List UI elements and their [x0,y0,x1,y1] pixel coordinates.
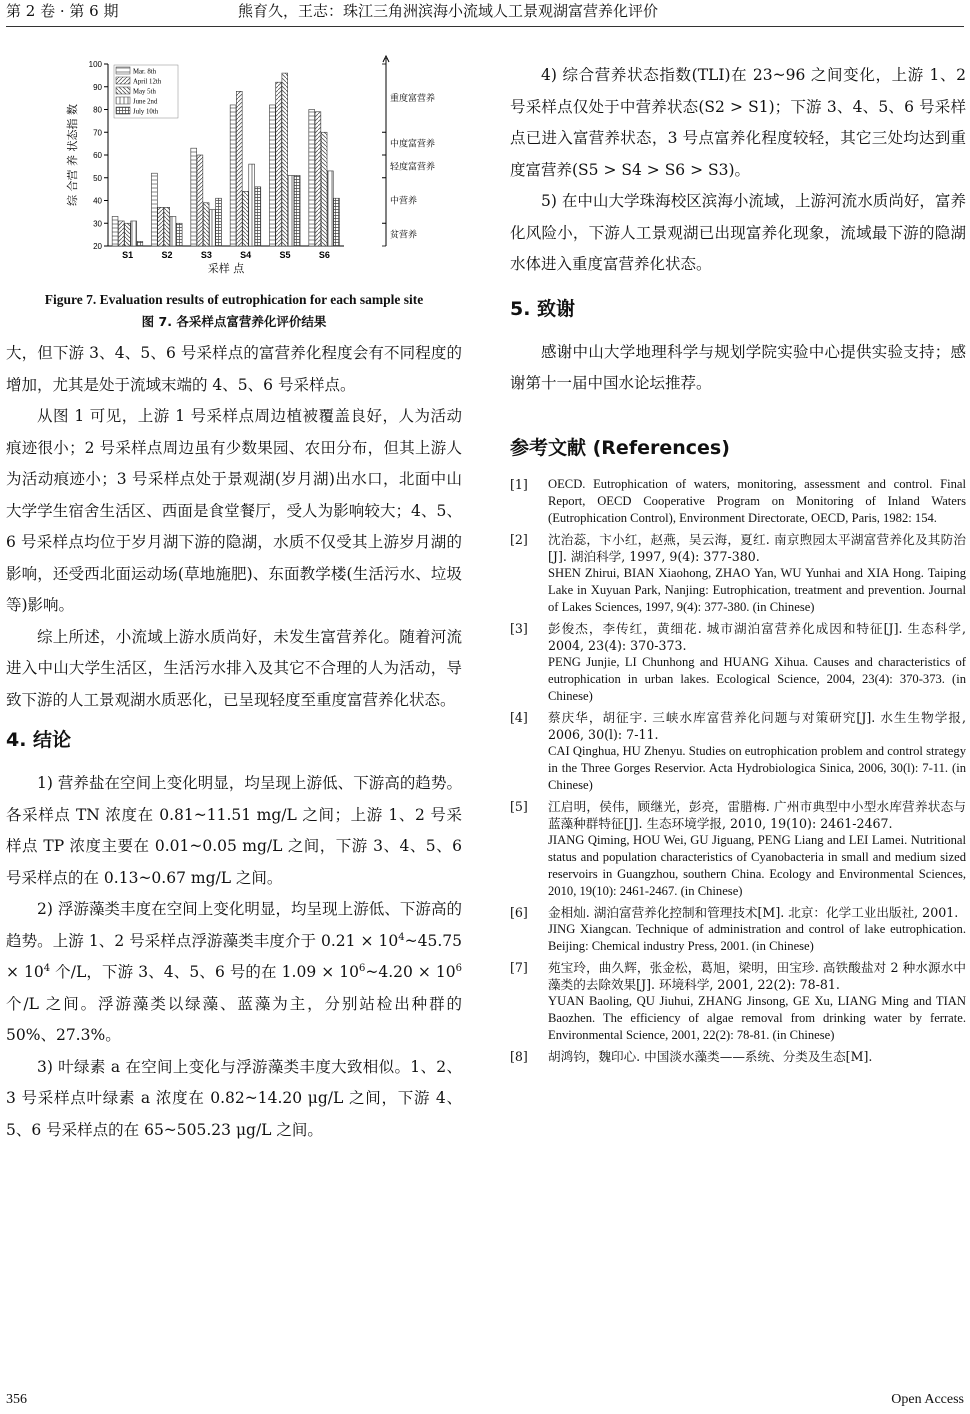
x-tick-label: S5 [279,250,291,260]
figure-caption-en: Figure 7. Evaluation results of eutrophication for each sample site [44,292,424,307]
reference-zh: 胡鸿钧，魏印心. 中国淡水藻类——系统、分类及生态[M]. [548,1048,873,1064]
reference-list [510,476,966,1065]
figure-7 [6,40,462,332]
y-tick-label: 20 [93,242,102,251]
conclusion-1: 1) 营养盐在空间上变化明显，均呈现上游低、下游高的趋势。各采样点 TN 浓度在 0.81~11.51 mg/L 之间；上游 1、2 号采样点 TP 浓度主要在 0.01~0.05 mg/L 之间，下游 3、4、5、6 号采样点的在 0.13~0.67 mg/L 之间。 [6,774,462,887]
reference-en: YUAN Baoling, QU Jiuhui, ZHANG Jinsong, GE Xu, LIANG Ming and TIAN Baozhen. The efficiency of algae removal from drinking water by ferrate. Environmental Science, 2001, 22(2): 78-81. (in Chinese) [548,993,966,1042]
heading-conclusion: 4. 结论 [6,729,72,751]
bar [327,171,333,246]
reference-number: [5] [510,798,528,814]
x-tick-label: S3 [200,250,212,260]
reference-number: [4] [510,709,528,725]
reference-en: OECD. Eutrophication of waters, monitoring, assessment and control. Final Report, OECD Cooperative Program on Monitoring of Inland Waters (Eutrophication Control), Environment Directorate, OECD, Paris, 1982: 154. [548,476,966,525]
volume-issue: 第 2 卷 · 第 6 期 [6,2,119,20]
y-tick-label: 50 [93,173,102,183]
bar [309,110,315,247]
level-label: 中度富营养 [390,139,436,150]
reference-en: JING Xiangcan. Technique of administration and control of lake eutrophication. Beijing: Chemical industry Press, 2001. (in Chinese) [548,921,966,953]
legend-label: June 2nd [133,98,158,106]
bar [203,203,209,246]
bar [164,207,170,246]
bar [230,105,236,246]
bar [270,105,276,246]
bar [131,221,137,246]
x-tick-label: S4 [240,250,252,260]
conclusion-4: 4) 综合营养状态指数(TLI)在 23~96 之间变化，上游 1、2 号采样点仅处于中营养状态(S2 > S1)；下游 3、4、5、6 号采样点已进入富营养状态，3 号点富养化程度较轻，其它三处均达到重度富营养(S5 > S4 > S6 > S3)。 [510,66,966,179]
bar [125,223,131,246]
bar [315,112,321,246]
heading-references: 参考文献 (References) [510,436,730,459]
open-access-label: Open Access [891,1392,964,1407]
reference-en: SHEN Zhirui, BIAN Xiaohong, ZHAO Yan, WU Yunhai and XIA Hong. Taiping Lake in Xuyuan Park, Nanjing: Eutrophication, treatment and prevention. Journal of Lakes Sciences, 1997, 9(4): 377-380. (in Chinese) [548,565,966,614]
right-column [510,60,966,1069]
reference-number: [1] [510,476,528,492]
reference-item [510,709,966,794]
bar [152,173,158,246]
legend-swatch [116,77,130,84]
header-rule [6,26,964,27]
reference-en: JIANG Qiming, HOU Wei, GU Jiguang, PENG Liang and LEI Lamei. Nutritional status and population characteristics of Cyanobacteria in small and medium sized reservoirs in Guangzhou, southern China. Ecology and Environmental Sciences, 2010, 19(10): 2461-2467. (in Chinese) [548,832,966,898]
bar [321,132,327,246]
reference-number: [8] [510,1048,528,1064]
bar [243,191,249,246]
bar [294,175,300,246]
y-tick-label: 100 [88,60,102,69]
bar [170,216,176,246]
legend-label: Mar. 8th [133,68,157,76]
paragraph-site-description: 从图 1 可见，上游 1 号采样点周边植被覆盖良好，人为活动痕迹很小；2 号采样点周边虽有少数果园、农田分布，但其上游人为活动痕迹小；3 号采样点处于景观湖(岁月湖)出水口，北面中山大学学生宿舍生活区、西面是食堂餐厅，受人为影响较大；4、5、6 号采样点均位于岁月湖下游的隐湖，水质不仅受其上游岁月湖的影响，还受西北面运动场(草地施肥)、东面教学楼(生活污水、垃圾等)影响。 [6,407,462,614]
bar [191,148,197,246]
y-tick-label: 80 [93,105,102,115]
bar [276,82,282,246]
reference-en: CAI Qinghua, HU Zhenyu. Studies on eutrophication problem and control strategy in the Three Gorges Reservior. Acta Hydrobiologica Sinica, 2006, 30(l): 7-11. (in Chinese) [548,743,966,792]
x-tick-label: S2 [161,250,173,260]
bar [137,241,143,246]
reference-zh: 彭俊杰，李传红，黄细花. 城市湖泊富营养化成因和特征[J]. 生态科学, 2004, 23(4): 370-373. [548,620,966,653]
running-title: 熊育久，王志：珠江三角洲滨海小流域人工景观湖富营养化评价 [238,2,659,20]
reference-number: [6] [510,904,528,920]
y-tick-label: 60 [93,151,102,160]
bar [176,223,182,246]
level-label: 重度富营养 [390,94,436,105]
bar [249,164,255,246]
bar [255,187,261,246]
y-axis-label: 综 合营 养 状态指 数 [66,104,79,206]
legend-label: July 10th [133,108,159,116]
reference-item [510,798,966,900]
legend-label: May 5th [133,88,156,96]
reference-item [510,476,966,527]
x-tick-label: S6 [318,250,330,260]
legend-label: April 12th [133,78,162,86]
reference-zh: 蔡庆华，胡征宇. 三峡水库富营养化问题与对策研究[J]. 水生生物学报, 2006, 30(l): 7-11. [548,709,966,742]
y-tick-label: 90 [93,82,102,92]
bar [112,216,118,246]
reference-item [510,959,966,1044]
y-tick-label: 70 [93,128,102,138]
bar [288,175,294,246]
y-tick-label: 40 [93,196,102,206]
bar [282,73,288,246]
bar [209,210,215,246]
acknowledgement-text: 感谢中山大学地理科学与规划学院实验中心提供实验支持；感谢第十一届中国水论坛推荐。 [510,342,966,392]
bar [236,91,242,246]
y-tick-label: 30 [93,219,102,229]
level-label: 中营养 [390,196,418,207]
eutrophication-chart [46,46,456,286]
conclusion-5: 5) 在中山大学珠海校区滨海小流域，上游河流水质尚好，富养化风险小，下游人工景观湖已出现富养化现象，流域最下游的隐湖水体进入重度富营养化状态。 [510,192,966,273]
reference-item [510,620,966,705]
page-footer [6,1392,964,1408]
bar [158,207,164,246]
left-column [6,40,462,1146]
bar [197,155,203,246]
reference-zh: 金相灿. 湖泊富营养化控制和管理技术[M]. 北京：化学工业出版社, 2001. [548,904,959,920]
level-label: 轻度富营养 [390,162,436,173]
reference-zh: 苑宝玲，曲久辉，张金松，葛旭，梁明，田宝珍. 高铁酸盐对 2 种水源水中藻类的去除效果[J]. 环境科学, 2001, 22(2): 78-81. [548,959,966,992]
conclusion-3: 3) 叶绿素 a 在空间上变化与浮游藻类丰度大致相似。1、2、3 号采样点叶绿素 a 浓度在 0.82~14.20 μg/L 之间，下游 4、5、6 号采样点的在 65~505.23 μg/L 之间。 [6,1057,462,1139]
reference-item [510,1048,966,1065]
bar [216,198,222,246]
reference-number: [2] [510,531,528,547]
paragraph-summary: 综上所述，小流域上游水质尚好，未发生富营养化。随着河流进入中山大学生活区，生活污水排入及其它不合理的人为活动，导致下游的人工景观湖水质恶化，已呈现轻度至重度富营养化状态。 [6,627,462,709]
legend-swatch [116,107,130,114]
figure-caption-zh: 图 7. 各采样点富营养化评价结果 [141,314,327,329]
running-header [6,0,964,24]
x-axis-label: 采样 点 [207,262,245,275]
x-tick-label: S1 [122,250,134,260]
level-label: 贫营养 [390,230,418,241]
reference-number: [3] [510,620,528,636]
legend-swatch [116,87,130,94]
reference-number: [7] [510,959,528,975]
legend-swatch [116,67,130,74]
bar [334,198,340,246]
reference-item [510,904,966,955]
reference-en: PENG Junjie, LI Chunhong and HUANG Xihua. Causes and characteristics of eutrophication in urban lakes. Ecological Science, 2004, 23(4): 370-373. (in Chinese) [548,654,966,703]
heading-acknowledgement: 5. 致谢 [510,297,576,320]
legend-swatch [116,97,130,104]
conclusion-2: 2) 浮游藻类丰度在空间上变化明显，均呈现上游低、下游高的趋势。上游 1、2 号采样点浮游藻类丰度介于 $0.21 \times 10^4\sim 45.75 \times 10^4$ 个/L，下游 3、4、5、6 号的在 $1.09 \times 10^6\sim 4.20 \times 10^6$ 个/L 之间。浮游藻类以绿藻、蓝藻为主，分别站检出种群的 50%、27.3%。 [6,900,462,1044]
reference-item [510,531,966,616]
bar [118,221,124,246]
reference-zh: 江启明，侯伟，顾继光，彭亮，雷腊梅. 广州市典型中小型水库营养状态与蓝藻种群特征[J]. 生态环境学报, 2010, 19(10): 2461-2467. [548,798,966,831]
page-number: 356 [6,1392,27,1407]
paragraph-continued: 大，但下游 3、4、5、6 号采样点的富营养化程度会有不同程度的增加，尤其是处于流域末端的 4、5、6 号采样点。 [6,344,462,394]
reference-zh: 沈治蕊，卞小红，赵燕，吴云海，夏红. 南京煦园太平湖富营养化及其防治[J]. 湖泊科学, 1997, 9(4): 377-380. [548,531,966,564]
